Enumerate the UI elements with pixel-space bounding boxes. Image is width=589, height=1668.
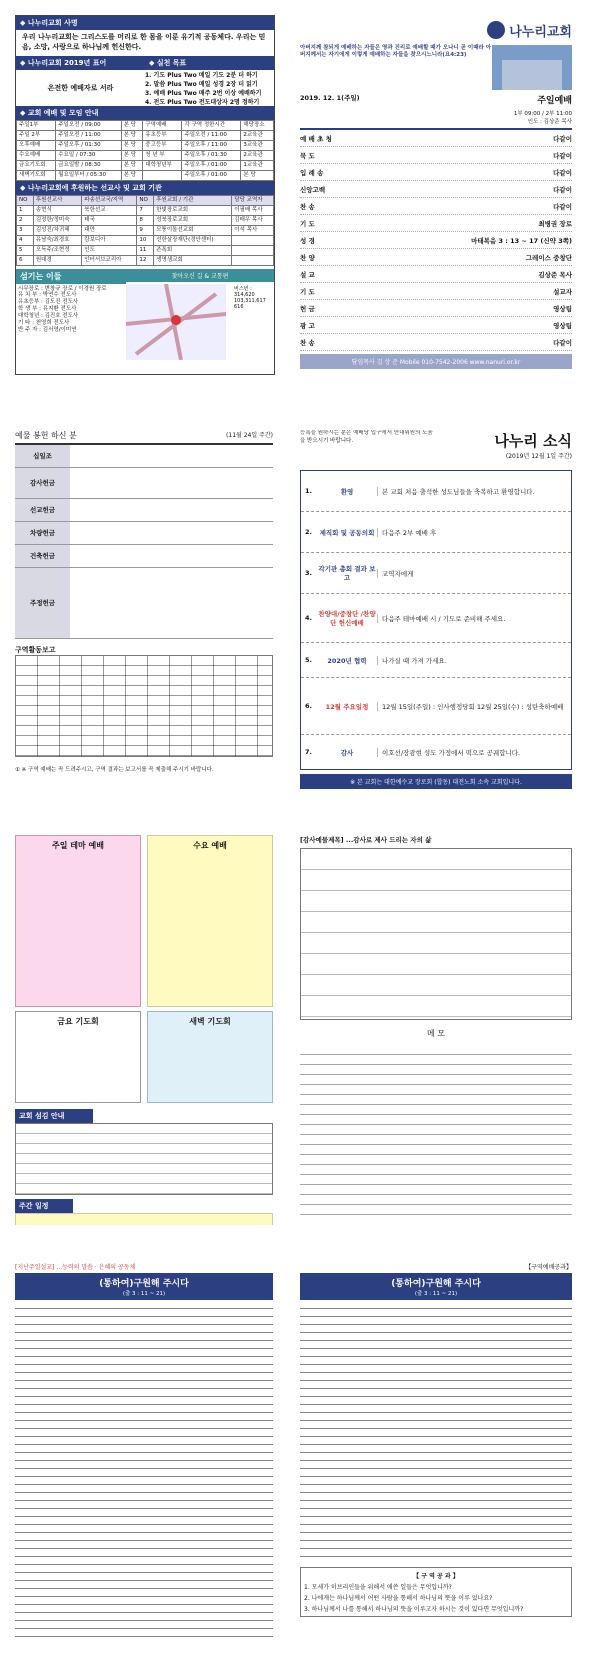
servant-item: 기 타 : 천영희 전도사 [18,319,70,326]
offering-label: 십일조 [15,445,70,467]
table-row: 3 김성진/차귀혜 대만 9 모퉁이돌선교회 이석 목사 [17,225,274,235]
offering-label: 선교헌금 [15,499,70,521]
service-date: 2019. 12. 1(주일) [300,94,360,102]
table-row: 금요기도회 금요일밤 / 08:30 본 당 대학청년부 주일오후 / 01:00 1교육관 [17,160,274,170]
panel-offerings [15,430,273,800]
lesson-questions [300,1567,572,1617]
order-item: 기 도 설교자 [300,283,572,300]
table-row: 6 원대경 인터서브코리아 12 생명샘교회 [17,255,274,265]
table-row: 새벽기도회 월요일부터 / 05:30 본 당 주일오후 / 01:00 본 당 [17,170,274,180]
order-item: 찬 양 그레이스 중창단 [300,249,572,266]
news-footer: ※ 본 교회는 대한예수교 장로회 (합동) 대전노회 소속 교회입니다. [300,774,572,789]
next-box [15,1213,273,1225]
table-row: 주일 2부 주일오전 / 11:00 본 당 유초등부 주일오전 / 11:00 2교육관 [17,130,274,140]
memo-title: 메 모 [427,1029,445,1038]
offering-title: 예물 봉헌 하신 분 [15,431,77,440]
servant-item: 대학청년 : 김진호 전도사 [18,313,79,320]
memo-lines [300,1045,572,1215]
table-header: NO 후원선교사 파송선교국/지역 NO 후원교회 / 기관 담당 교역자 [17,195,274,205]
panel-thanks-memo [300,835,572,1225]
question-item: 1. 모세가 히브리인들을 위해서 애쓴 일들은 무엇입니까? [304,1584,452,1591]
service-title: 주일예배 [537,96,572,106]
thanks-title: [감사예물제목] ...감사로 제사 드리는 자의 삶 [300,836,432,844]
news-item: 7. 감사 이호선/장광현 성도 가정에서 떡으로 공궤합니다. [301,735,571,769]
order-item: 설 교 김상준 목사 [300,266,572,283]
news-item: 3. 각기관 총회 결과 보고 교역자에게 [301,553,571,594]
panel-news [300,430,572,800]
map-title: 찾아오신 길 & 교통편 [126,269,274,282]
lesson-body [300,1303,572,1563]
dawn-box [147,1011,273,1103]
practice-item: 1. 기도 Plus Two 매일 기도 2분 더 하기 [145,71,258,79]
church-logo [486,20,572,40]
table-row: 2 김정한/정미숙 태국 8 성북장로교회 김태우 목사 [17,215,274,225]
servant-item: 학 생 부 : 유지환 전도사 [18,306,77,313]
service-times: 1부 09:00 / 2부 11:00 [513,111,572,117]
servant-item: 반 주 자 : 김서영/이미연 [18,326,77,333]
schedule-title: ◆ 교회 예배 및 모임 안내 [16,106,274,120]
panel-services [15,835,273,1225]
goal-title: ◆ 나누리교회 2019년 표어 [16,56,145,70]
notice-title: 교회 섬김 안내 [15,1109,93,1123]
news-week: (2019년 12월 1일 주간) [505,453,572,460]
schedule-table [16,120,274,181]
order-item: 예 배 초 청 다같이 [300,130,572,147]
fri-box [15,1011,141,1103]
sermon-ref: (출 3 : 11 ~ 21) [122,1291,166,1297]
panel-cell-lesson [300,1262,572,1654]
servant-item: 유초등부 : 김도진 전도사 [18,299,79,306]
pastor-footer: 담임목사 김 상 준 Mobile 010-7542-2006 www.nanuri.or.kr [300,354,572,369]
support-table [16,195,274,266]
lesson-head: 【구역예배공과】 [525,1264,572,1271]
lesson-title: (통하여)구원해 주시다 [391,1279,481,1289]
church-name: 나누리교회 [509,24,572,40]
table-row: 4 유남숙/최경호 캄보디아 10 선한살장재단(경안센터) [17,235,274,245]
order-item: 입 례 송 다같이 [300,164,572,181]
order-item: 찬 송 다같이 [300,198,572,215]
support-title: ◆ 나누리교회에 후원하는 선교사 및 교회 기관 [16,181,274,195]
notice-grid [15,1123,273,1195]
news-intro: 등록을 원하시는 분은 예배당 입구에서 안내위원의 도움을 받으시기 바랍니다. [300,430,433,444]
table-row: 오후예배 주일오후 / 01:30 본 당 중고등부 주일오후 / 11:00 3교육관 [17,140,274,150]
news-item: 5. 2020년 협력 나가실 때 가져 가세요. [301,643,571,678]
sunday-box [15,835,141,1007]
order-item: 성 경 마태복음 3 : 13 ~ 17 (신약 3쪽) [300,232,572,249]
cell-report-grid [15,655,273,757]
table-row: 주일1부 주일오전 / 09:00 본 당 구역예배 각 구역 정한시간 해당장소 [17,120,274,130]
servant-item: 유 치 부 : 박연수 전도사 [18,292,77,299]
goal: 온전한 예배자로 서라 [47,83,114,92]
order-item: 찬 송 다같이 [300,334,572,351]
news-item: 2. 제직회 및 공동의회 다음주 2부 예배 후 [301,512,571,553]
sermon-body [15,1303,273,1643]
bus-info: 버스번 : 314,620 103,311,617 616 [234,285,266,310]
next-title: 주간 일정 [15,1199,73,1213]
mission-text: 우리 나누리교회는 그리스도를 머리로 한 몸을 이룬 유기적 공동체다. 우리는 믿음, 소망, 사랑으로 하나님께 헌신한다. [22,33,266,51]
wed-title: 수요 예배 [193,841,227,850]
scripture: 아버지께 참되게 예배하는 자들은 영과 진리로 예배할 때가 오나니 곧 이때라 아버지께서는 자기에게 이렇게 예배하는 자들을 찾으시느니라(요4:23) [300,45,492,59]
fri-title: 금요 기도회 [57,1017,99,1026]
cell-report-title: 구역활동보고 [15,646,56,654]
news-item: 6. 12월 주요일정 12월 15일(주일) : 인사행정당회 12월 25일(수) : 성탄축하예배 [301,678,571,735]
lesson-ref: (출 3 : 11 ~ 21) [414,1291,458,1297]
servant-item: 시무장로 : 변창규 장로 / 이경원 장로 [18,285,107,292]
wed-box [147,835,273,1007]
table-row: 1 송현식 북한선교 7 한빛장로교회 이필배 목사 [17,205,274,215]
practice-item: 3. 예배 Plus Two 매주 2번 이상 예배하기 [145,89,262,97]
cell-note: ① ※ 구역 예배는 꼭 드려주시고, 구역 결과는 보고서를 꼭 제출해 주시기 바랍니다. [15,767,214,773]
map-image [126,284,226,360]
sermon-title: (통하여)구원해 주시다 [99,1279,189,1289]
questions-title: 【 구 역 공 과 】 [413,1573,459,1580]
sunday-title: 주일 테마 예배 [52,841,104,850]
mission-title: ◆ 나누리교회 사명 [16,16,274,30]
service-leader: 인도 : 김상준 목사 [527,119,572,125]
order-item: 기 도 최병권 장로 [300,215,572,232]
offering-label: 감사헌금 [15,468,70,498]
order-item: 묵 도 다같이 [300,147,572,164]
offering-label: 주정헌금 [15,568,70,638]
order-item: 헌 금 영상팀 [300,300,572,317]
news-title: 나누리 소식 [494,432,572,450]
question-item: 2. 나에게는 하나님께서 어떤 사람을 통해서 하나님의 뜻을 이루 었나요? [304,1595,493,1602]
church-photo [492,45,572,90]
thanks-box [300,848,572,1020]
news-item: 4. 찬양대/중창단 /찬양단 헌신예배 다음주 테마예배 시 / 기도로 준비해 주세요. [301,594,571,643]
practice-title: ◆ 실천 목표 [145,56,274,70]
table-row: 수요예배 수요일 / 07:30 본 당 청 년 부 주일오후 / 01:30 2교육관 [17,150,274,160]
dawn-title: 새벽 기도회 [189,1017,231,1026]
panel-church-info [15,15,275,375]
sermon-head: [지난주일설교] ...능력의 말씀 · 은혜의 공동체 [15,1264,136,1271]
panel-worship-order [300,15,572,373]
order-item: 신앙고백 다같이 [300,181,572,198]
servants-title: 섬기는 이들 [16,269,126,284]
offering-label: 건축헌금 [15,545,70,567]
practice-item: 4. 전도 Plus Two 전도대상자 2명 정하기 [145,98,260,106]
table-row: 5 오득주/조현정 인도 11 존폭회 [17,245,274,255]
panel-sermon [15,1262,273,1654]
order-item: 광 고 영상팀 [300,317,572,334]
news-item: 1. 환영 본 교회 처음 출석한 성도님들을 축복하고 환영합니다. [301,471,571,512]
offering-week: (11월 24일 주간) [226,432,273,439]
practice-item: 2. 말씀 Plus Two 매일 성경 2장 더 읽기 [145,80,258,88]
question-item: 3. 하나님께서 나를 통해서 하나님의 뜻을 이루고자 하시는 것이 있다면 무엇입니까? [304,1606,524,1613]
offering-label: 차량헌금 [15,522,70,544]
